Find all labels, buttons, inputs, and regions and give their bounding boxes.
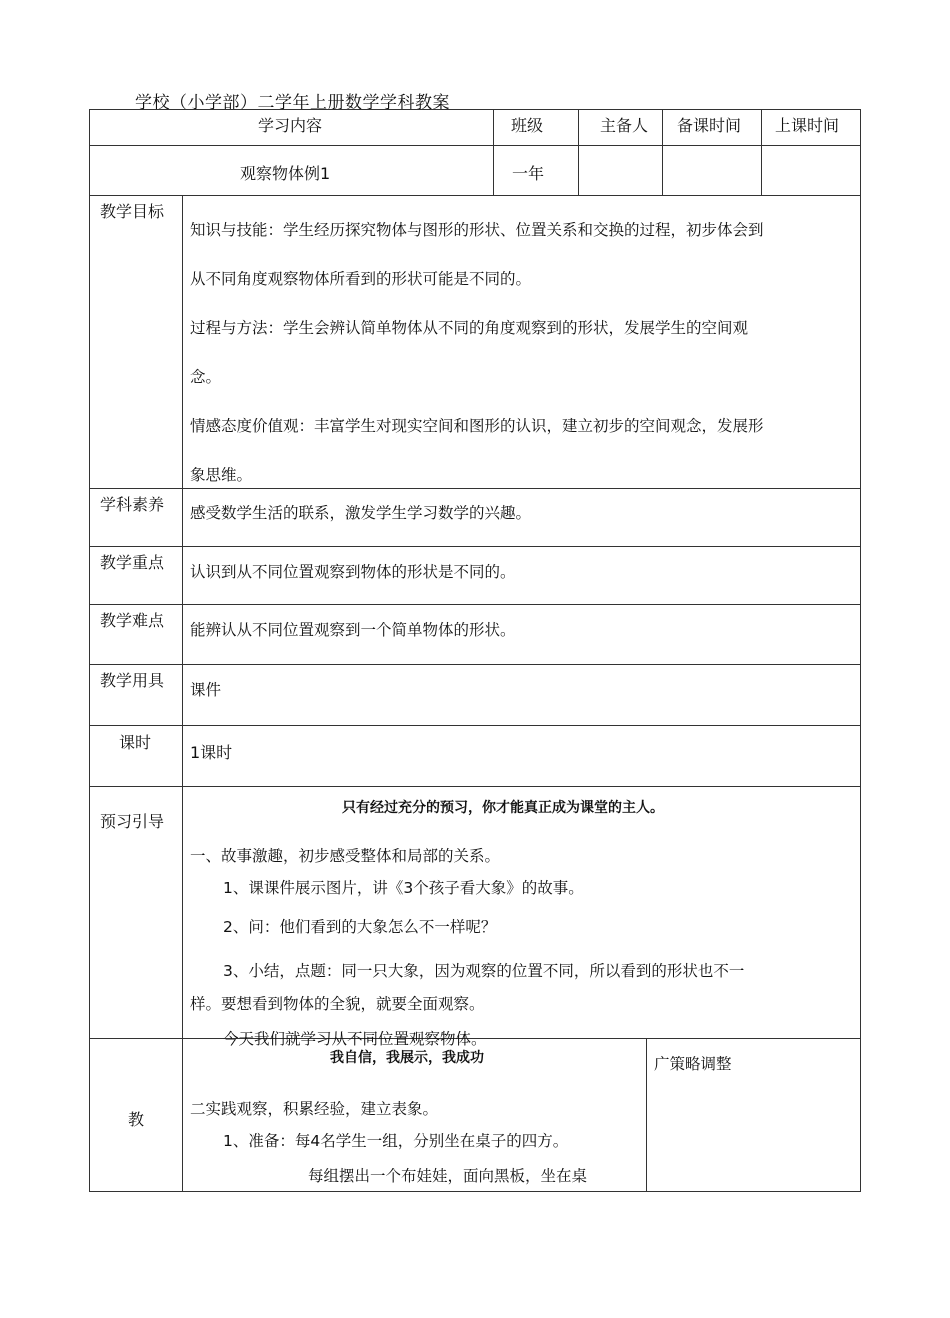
preview-line: 一、故事激趣，初步感受整体和局部的关系。 [190, 847, 501, 865]
key-point-value: 认识到从不同位置观察到物体的形状是不同的。 [190, 563, 516, 581]
teaching-motto: 我自信，我展示，我成功 [330, 1050, 484, 1066]
column-divider [578, 109, 579, 195]
row-divider [89, 546, 861, 547]
row-divider [89, 725, 861, 726]
adjust-label: 广策略调整 [654, 1055, 732, 1073]
preview-line: 今天我们就学习从不同位置观察物体。 [223, 1030, 487, 1048]
goals-line: 念。 [190, 368, 222, 386]
row-divider [89, 664, 861, 665]
teaching-label: 教 [128, 1110, 145, 1129]
goals-line: 从不同角度观察物体所看到的形状可能是不同的。 [190, 270, 532, 288]
difficulty-label: 教学难点 [100, 611, 165, 630]
key-point-label: 教学重点 [100, 553, 165, 572]
class-label: 班级 [511, 116, 544, 135]
content-value: 观察物体例1 [240, 164, 331, 183]
column-divider [761, 109, 762, 195]
literacy-value: 感受数学生活的联系，激发学生学习数学的兴趣。 [190, 504, 532, 522]
difficulty-value: 能辨认从不同位置观察到一个简单物体的形状。 [190, 621, 516, 639]
preview-line: 1、课课件展示图片，讲《3个孩子看大象》的故事。 [223, 879, 584, 897]
content-label: 学习内容 [258, 116, 323, 135]
page-title: 学校（小学部）二学年上册数学学科教案 [135, 93, 450, 113]
column-divider [662, 109, 663, 195]
literacy-label: 学科素养 [100, 495, 165, 514]
row-divider [89, 145, 861, 146]
goals-line: 情感态度价值观：丰富学生对现实空间和图形的认识，建立初步的空间观念，发展形 [190, 417, 764, 435]
teaching-line: 二实践观察，积累经验，建立表象。 [190, 1100, 439, 1118]
preparer-label: 主备人 [600, 116, 649, 135]
column-divider [646, 1038, 647, 1192]
prep-time-label: 备课时间 [677, 116, 742, 135]
teaching-line: 1、准备：每4名学生一组，分别坐在桌子的四方。 [223, 1132, 569, 1150]
row-divider [89, 604, 861, 605]
class-time-label: 上课时间 [775, 116, 840, 135]
preview-line: 样。要想看到物体的全貌，就要全面观察。 [190, 995, 485, 1013]
row-divider [89, 488, 861, 489]
preview-label: 预习引导 [100, 812, 165, 831]
class-value: 一年 [512, 164, 545, 183]
hours-label: 课时 [119, 733, 152, 752]
preview-motto: 只有经过充分的预习，你才能真正成为课堂的主人。 [342, 800, 664, 816]
column-divider [493, 109, 494, 195]
preview-content [183, 787, 860, 1048]
goals-line: 过程与方法：学生会辨认简单物体从不同的角度观察到的形状，发展学生的空间观 [190, 319, 749, 337]
column-divider [182, 195, 183, 1192]
tools-label: 教学用具 [100, 671, 165, 690]
tools-value: 课件 [190, 681, 222, 699]
goals-line: 知识与技能：学生经历探究物体与图形的形状、位置关系和交换的过程，初步体会到 [190, 221, 764, 239]
row-divider [89, 195, 861, 196]
goals-line: 象思维。 [190, 466, 253, 484]
goals-label: 教学目标 [100, 202, 165, 221]
preview-line: 2、问：他们看到的大象怎么不一样呢？ [223, 918, 497, 936]
teaching-line: 每组摆出一个布娃娃，面向黑板，坐在桌 [308, 1167, 588, 1185]
preview-line: 3、小结，点题：同一只大象，因为观察的位置不同，所以看到的形状也不一 [223, 962, 745, 980]
hours-value: 1课时 [190, 743, 233, 762]
